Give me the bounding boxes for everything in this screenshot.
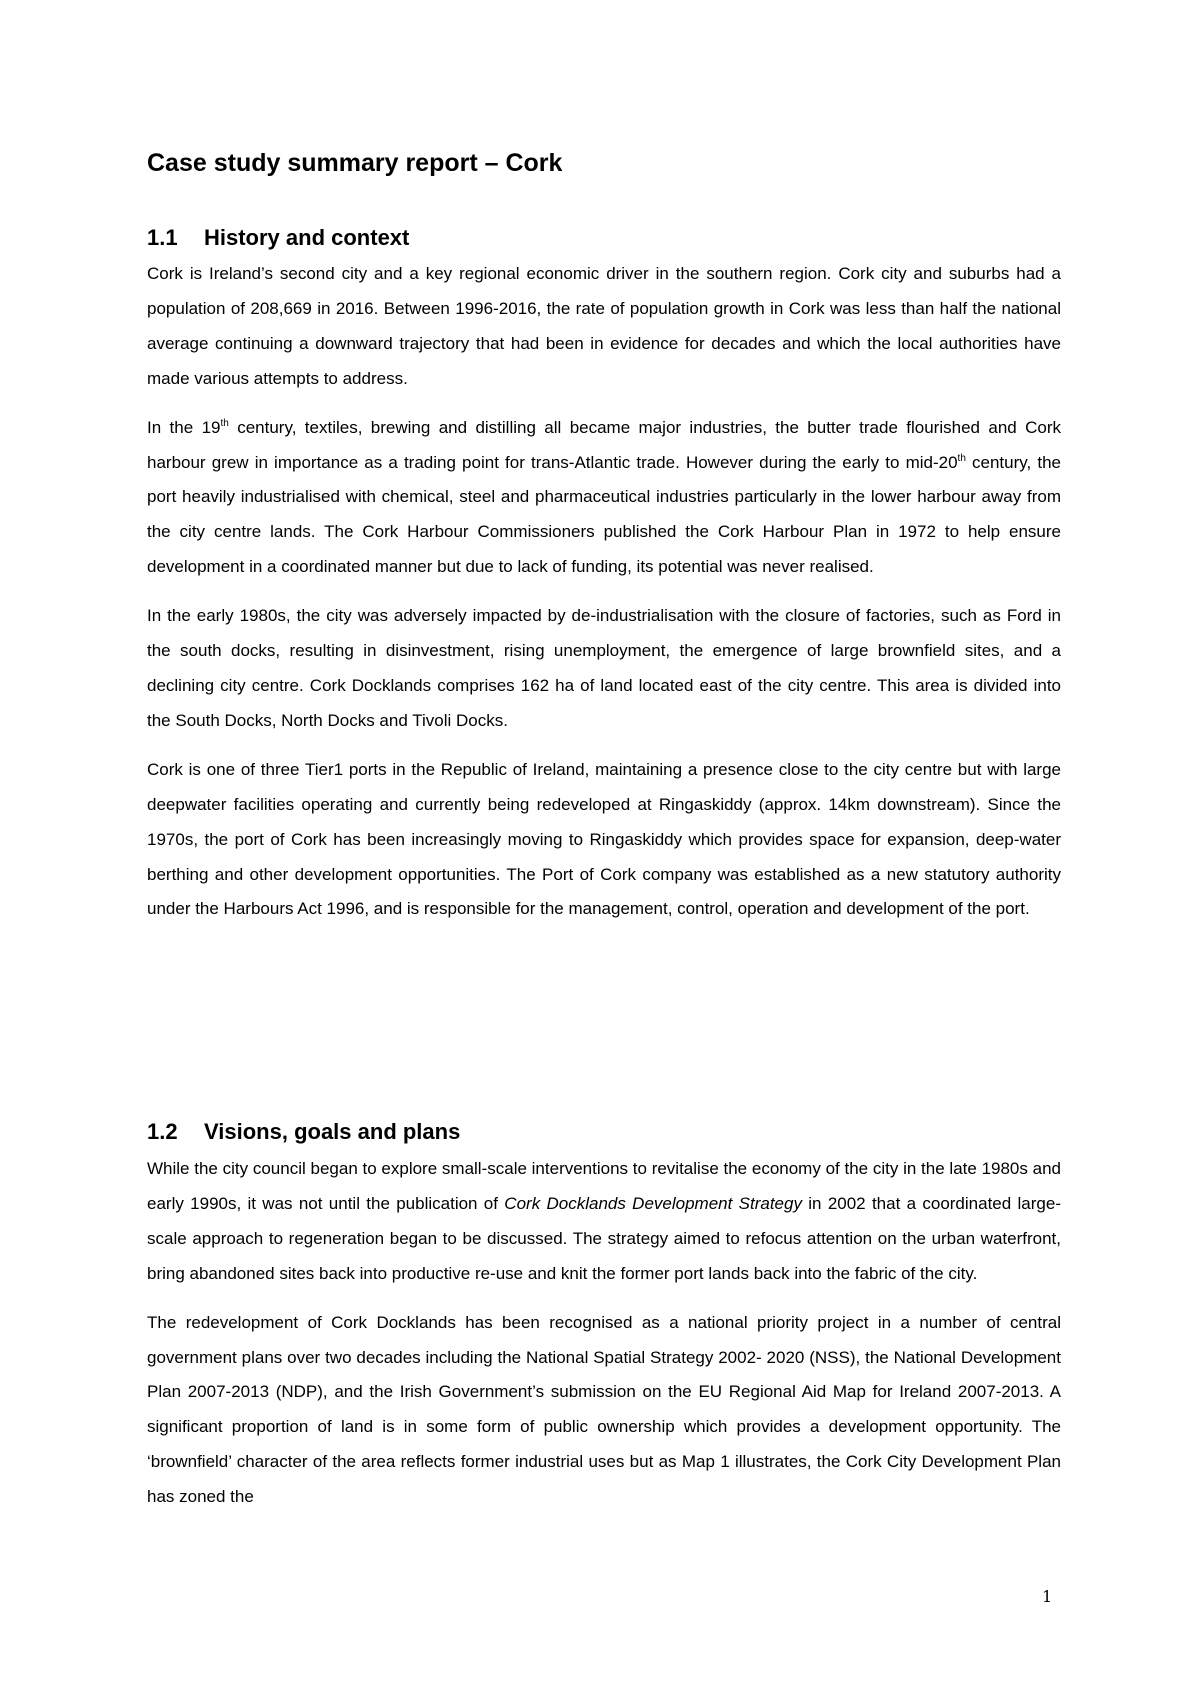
paragraph: In the early 1980s, the city was adversely impacted by de-industrialisation with the closure of factories, such as Ford in the south docks, resulting in disinvestment, rising unemployment, the emergence of large brownfield sites, and a declining city centre. Cork Docklands comprises 162 ha of land located east of the city centre. This area is divided into the South Docks, North Docks and Tivoli Docks.	[147, 606, 1061, 730]
text-run: century, textiles, brewing and distilling all became major industries, the butter trade flourished and Cork harbour grew in importance as a trading point for trans-Atlantic trade. However during the early to mid-20	[147, 417, 1061, 472]
section-title: History and context	[204, 225, 410, 250]
page-number: 1	[1042, 1587, 1053, 1606]
section-heading-visions-goals-and-plans	[147, 1117, 460, 1147]
text-run: century, the port heavily industrialised with chemical, steel and pharmaceutical industries particularly in the lower harbour away from the city centre lands. The Cork Harbour Commissioners published the Cork Harbour Plan in 1972 to help ensure development in a coordinated manner but due to lack of funding, its potential was never realised.	[147, 452, 1061, 577]
document-title: Case study summary report – Cork	[147, 149, 563, 177]
section-history-and-context	[147, 257, 1061, 941]
section-number: 1.2	[147, 1119, 178, 1144]
paragraph: The redevelopment of Cork Docklands has been recognised as a national priority project in a number of central government plans over two decades including the National Spatial Strategy 2002- 2020 (NSS), the National Development Plan 2007-2013 (NDP), and the Irish Government’s submission on the EU Regional Aid Map for Ireland 2007-2013. A significant proportion of land is in some form of public ownership which provides a development opportunity. The ‘brownfield’ character of the area reflects former industrial uses but as Map 1 illustrates, the Cork City Development Plan has zoned the	[147, 1312, 1061, 1507]
paragraph	[147, 411, 1061, 586]
paragraph: Cork is Ireland’s second city and a key regional economic driver in the southern region. Cork city and suburbs had a population of 208,669 in 2016. Between 1996-2016, the rate of population growth in Cork was less than half the national average continuing a downward trajectory that had been in evidence for decades and which the local authorities have made various attempts to address.	[147, 264, 1061, 388]
section-title: Visions, goals and plans	[204, 1119, 461, 1144]
paragraph: Cork is one of three Tier1 ports in the Republic of Ireland, maintaining a presence close to the city centre but with large deepwater facilities operating and currently being redeveloped at Ringaskiddy (approx. 14km downstream). Since the 1970s, the port of Cork has been increasingly moving to Ringaskiddy which provides space for expansion, deep-water berthing and other development opportunities. The Port of Cork company was established as a new statutory authority under the Harbours Act 1996, and is responsible for the management, control, operation and development of the port.	[147, 759, 1061, 919]
section-heading-history-and-context	[147, 223, 409, 253]
superscript: th	[220, 417, 229, 429]
section-visions-goals-and-plans	[147, 1152, 1061, 1529]
section-number: 1.1	[147, 225, 178, 250]
paragraph	[147, 1152, 1061, 1292]
text-run: While the city council began to explore small-scale interventions to revitalise the economy of the city in the late 1980s and early 1990s, it was not until the publication of	[147, 1159, 1061, 1213]
superscript: th	[957, 452, 966, 464]
text-run: In the 19	[147, 417, 221, 437]
text-run: in 2002 that a coordinated large-scale approach to regeneration began to be discussed. The strategy aimed to refocus attention on the urban waterfront, bring abandoned sites back into productive re-use and knit the former port lands back into the fabric of the city.	[147, 1193, 1061, 1283]
document-title-reference: Cork Docklands Development Strategy	[504, 1193, 802, 1213]
